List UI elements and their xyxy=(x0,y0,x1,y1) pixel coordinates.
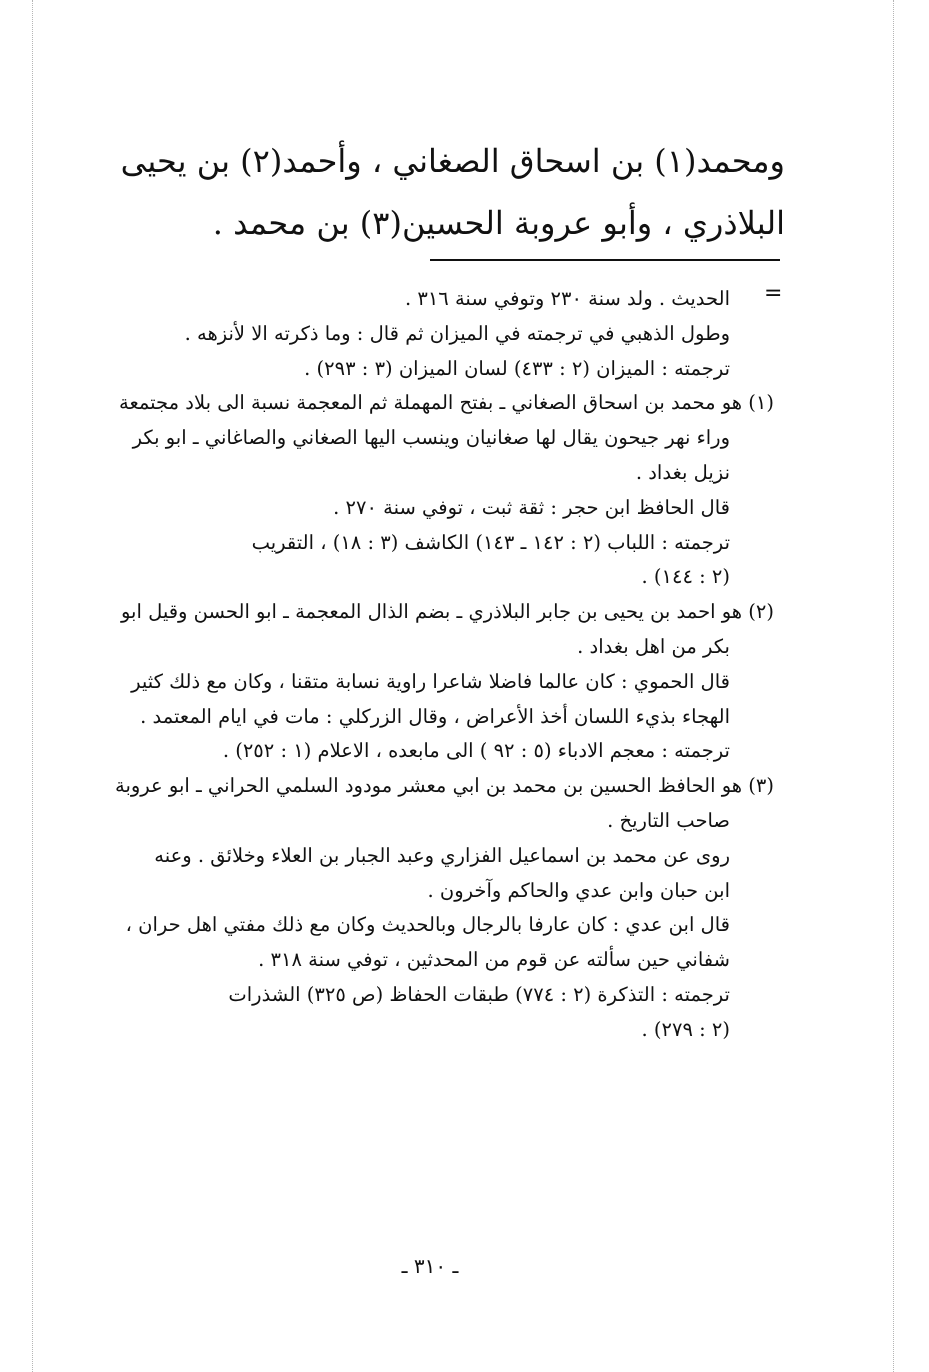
footnote-2-line: الهجاء بذيء اللسان أخذ الأعراض ، وقال الزركلي : مات في ايام المعتمد . xyxy=(140,704,730,728)
cont-line: ترجمته : الميزان (٢ : ٤٣٣) لسان الميزان (٣ : ٢٩٣) . xyxy=(304,356,730,380)
footnote-3-line: ترجمته : التذكرة (٢ : ٧٧٤) طبقات الحفاظ (ص ٣٢٥) الشذرات xyxy=(228,982,730,1006)
footnote-3-line: شفاني حين سألته عن قوم من المحدثين ، توفي سنة ٣١٨ . xyxy=(258,948,730,972)
footnote-1-line: وراء نهر جيحون يقال لها صغانيان وينسب اليها الصغاني والصاغاني ـ ابو بكر xyxy=(132,426,730,450)
main-paragraph xyxy=(60,130,785,254)
margin-rule-right xyxy=(893,0,894,1372)
footnote-1-line: (٢ : ١٤٤) . xyxy=(641,565,730,589)
footnote-2-line: بكر من اهل بغداد . xyxy=(577,634,730,658)
footnote-1-line: قال الحافظ ابن حجر : ثقة ثبت ، توفي سنة ٢٧٠ . xyxy=(333,495,730,519)
cont-line: وطول الذهبي في ترجمته في الميزان ثم قال : وما ذكرته الا لأنزهه . xyxy=(184,321,730,345)
main-text-block xyxy=(60,110,785,254)
footnote-3-line: ابن حبان وابن عدي والحاكم وآخرون . xyxy=(427,878,730,902)
footnote-1-line: نزيل بغداد . xyxy=(635,460,730,484)
footnote-separator xyxy=(430,259,780,261)
main-line-1: ومحمد(١) بن اسحاق الصغاني ، وأحمد(٢) بن يحيى xyxy=(120,142,785,180)
footnote-3-line: روى عن محمد بن اسماعيل الفزاري وعبد الجبار بن العلاء وخلائق . وعنه xyxy=(154,843,730,867)
footnote-3-line: قال ابن عدي : كان عارفا بالرجال وبالحديث وكان مع ذلك مفتي اهل حران ، xyxy=(125,913,730,937)
footnote-2-line: ترجمته : معجم الادباء (٥ : ٩٢ ) الى مابعده ، الاعلام (١ : ٢٥٢) . xyxy=(222,739,730,763)
footnote-3-line: (٣) هو الحافظ الحسين بن محمد بن ابي معشر مودود السلمي الحراني ـ ابو عروبة xyxy=(115,774,774,798)
margin-rule-left xyxy=(32,0,33,1372)
footnote-1-line: ترجمته : اللباب (٢ : ١٤٢ ـ ١٤٣) الكاشف (٣ : ١٨) ، التقريب xyxy=(251,530,730,554)
footnote-2-line: (٢) هو احمد بن يحيى بن جابر البلاذري ـ بضم الذال المعجمة ـ ابو الحسن وقيل ابو xyxy=(120,600,774,624)
page-number: ـ ٣١٠ ـ xyxy=(401,1254,459,1278)
footnote-3-line: صاحب التاريخ . xyxy=(607,808,730,832)
footnote-2-line: قال الحموي : كان عالما فاضلا شاعرا راوية نسابة متقنا ، وكان مع ذلك كثير xyxy=(131,669,730,693)
main-line-2: البلاذري ، وأبو عروبة الحسين(٣) بن محمد . xyxy=(212,204,785,242)
footnote-1-line: (١) هو محمد بن اسحاق الصغاني ـ بفتح المهملة ثم المعجمة نسبة الى بلاد مجتمعة xyxy=(119,391,774,415)
footnote-3-line: (٢ : ٢٧٩) . xyxy=(641,1017,730,1041)
footnotes xyxy=(70,282,774,1048)
cont-line: الحديث . ولد سنة ٢٣٠ وتوفي سنة ٣١٦ . xyxy=(404,287,730,310)
continuation-mark: = xyxy=(764,281,783,306)
